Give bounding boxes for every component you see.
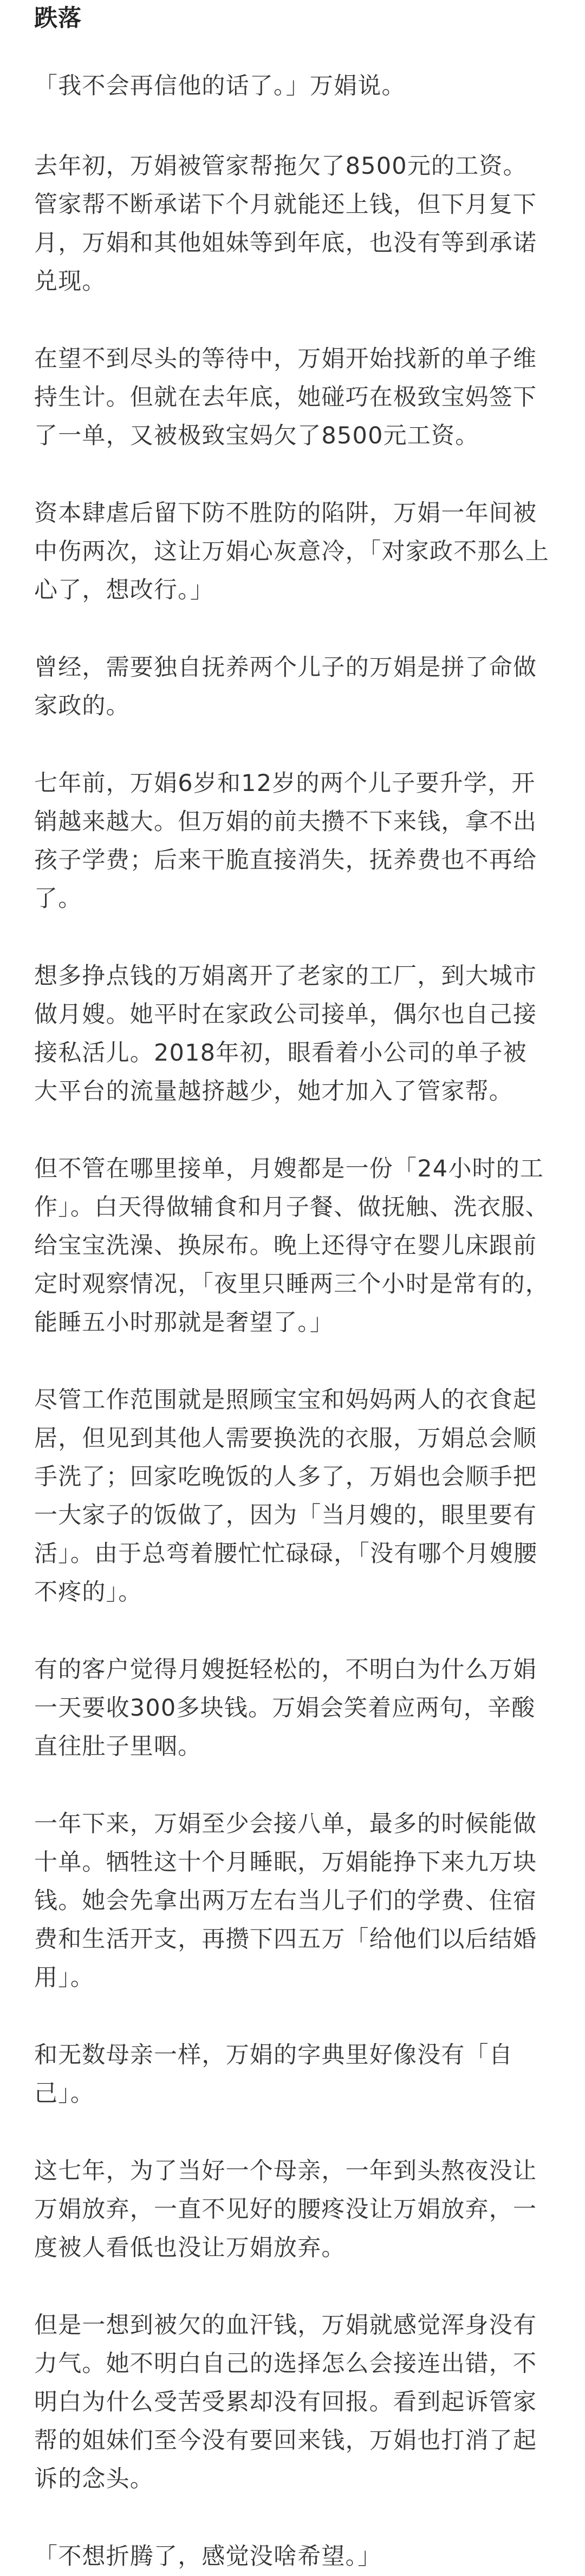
paragraph-2: 去年初，万娟被管家帮拖欠了8500元的工资。管家帮不断承诺下个月就能还上钱，但下月复下月，万娟和其他姐妹等到年底，也没有等到承诺兑现。 (34, 153, 537, 295)
paragraph-14: 但是一想到被欠的血汗钱，万娟就感觉浑身没有力气。她不明白自己的选择怎么会接连出错，不明白为什么受苦受累却没有回报。看到起诉管家帮的姐妹们至今没有要回来钱，万娟也打消了起诉的念头。 (34, 2312, 537, 2493)
paragraph-7: 想多挣点钱的万娟离开了老家的工厂，到大城市做月嫂。她平时在家政公司接单，偶尔也自己接接私活儿。2018年初，眼看着小公司的单子被大平台的流量越挤越少，她才加入了管家帮。 (34, 963, 537, 1105)
paragraph-10: 有的客户觉得月嫂挺轻松的，不明白为什么万娟一天要收300多块钱。万娟会笑着应两句，辛酸直往肚子里咽。 (34, 1656, 537, 1760)
paragraph-13: 这七年，为了当好一个母亲，一年到头熬夜没让万娟放弃，一直不见好的腰疼没让万娟放弃，一度被人看低也没让万娟放弃。 (34, 2157, 537, 2261)
paragraph-5: 曾经，需要独自抚养两个儿子的万娟是拼了命做家政的。 (34, 654, 537, 720)
paragraph-4: 资本肆虐后留下防不胜防的陷阱，万娟一年间被中伤两次，这让万娟心灰意冷，「对家政不那么上心了，想改行。」 (34, 500, 549, 604)
paragraph-15: 「不想折腾了，感觉没啥希望。」 (34, 2543, 382, 2570)
paragraph-8: 但不管在哪里接单，月嫂都是一份「24小时的工作」。白天得做辅食和月子餐、做抚触、洗衣服、给宝宝洗澡、换尿布。晚上还得守在婴儿床跟前定时观察情况，「夜里只睡两三个小时是常有的，能睡五小时那就是奢望了。」 (34, 1155, 549, 1336)
paragraph-12: 和无数母亲一样，万娟的字典里好像没有「自己」。 (34, 2042, 513, 2107)
article-title: 跌落 (34, 5, 82, 32)
paragraph-9: 尽管工作范围就是照顾宝宝和妈妈两人的衣食起居，但见到其他人需要换洗的衣服，万娟总会顺手洗了；回家吃晚饭的人多了，万娟也会顺手把一大家子的饭做了，因为「当月嫂的，眼里要有活」。由于总弯着腰忙忙碌碌，「没有哪个月嫂腰不疼的」。 (34, 1387, 538, 1606)
paragraph-11: 一年下来，万娟至少会接八单，最多的时候能做十单。牺牲这十个月睡眠，万娟能挣下来九万块钱。她会先拿出两万左右当儿子们的学费、住宿费和生活开支，再攒下四五万「给他们以后结婚用」。 (34, 1810, 537, 1991)
paragraph-1: 「我不会再信他的话了。」万娟说。 (34, 73, 406, 100)
paragraph-3: 在望不到尽头的等待中，万娟开始找新的单子维持生计。但就在去年底，她碰巧在极致宝妈签下了一单，又被极致宝妈欠了8500元工资。 (34, 345, 537, 449)
paragraph-6: 七年前，万娟6岁和12岁的两个儿子要升学，开销越来越大。但万娟的前夫攒不下来钱，拿不出孩子学费；后来干脆直接消失，抚养费也不再给了。 (34, 770, 537, 912)
